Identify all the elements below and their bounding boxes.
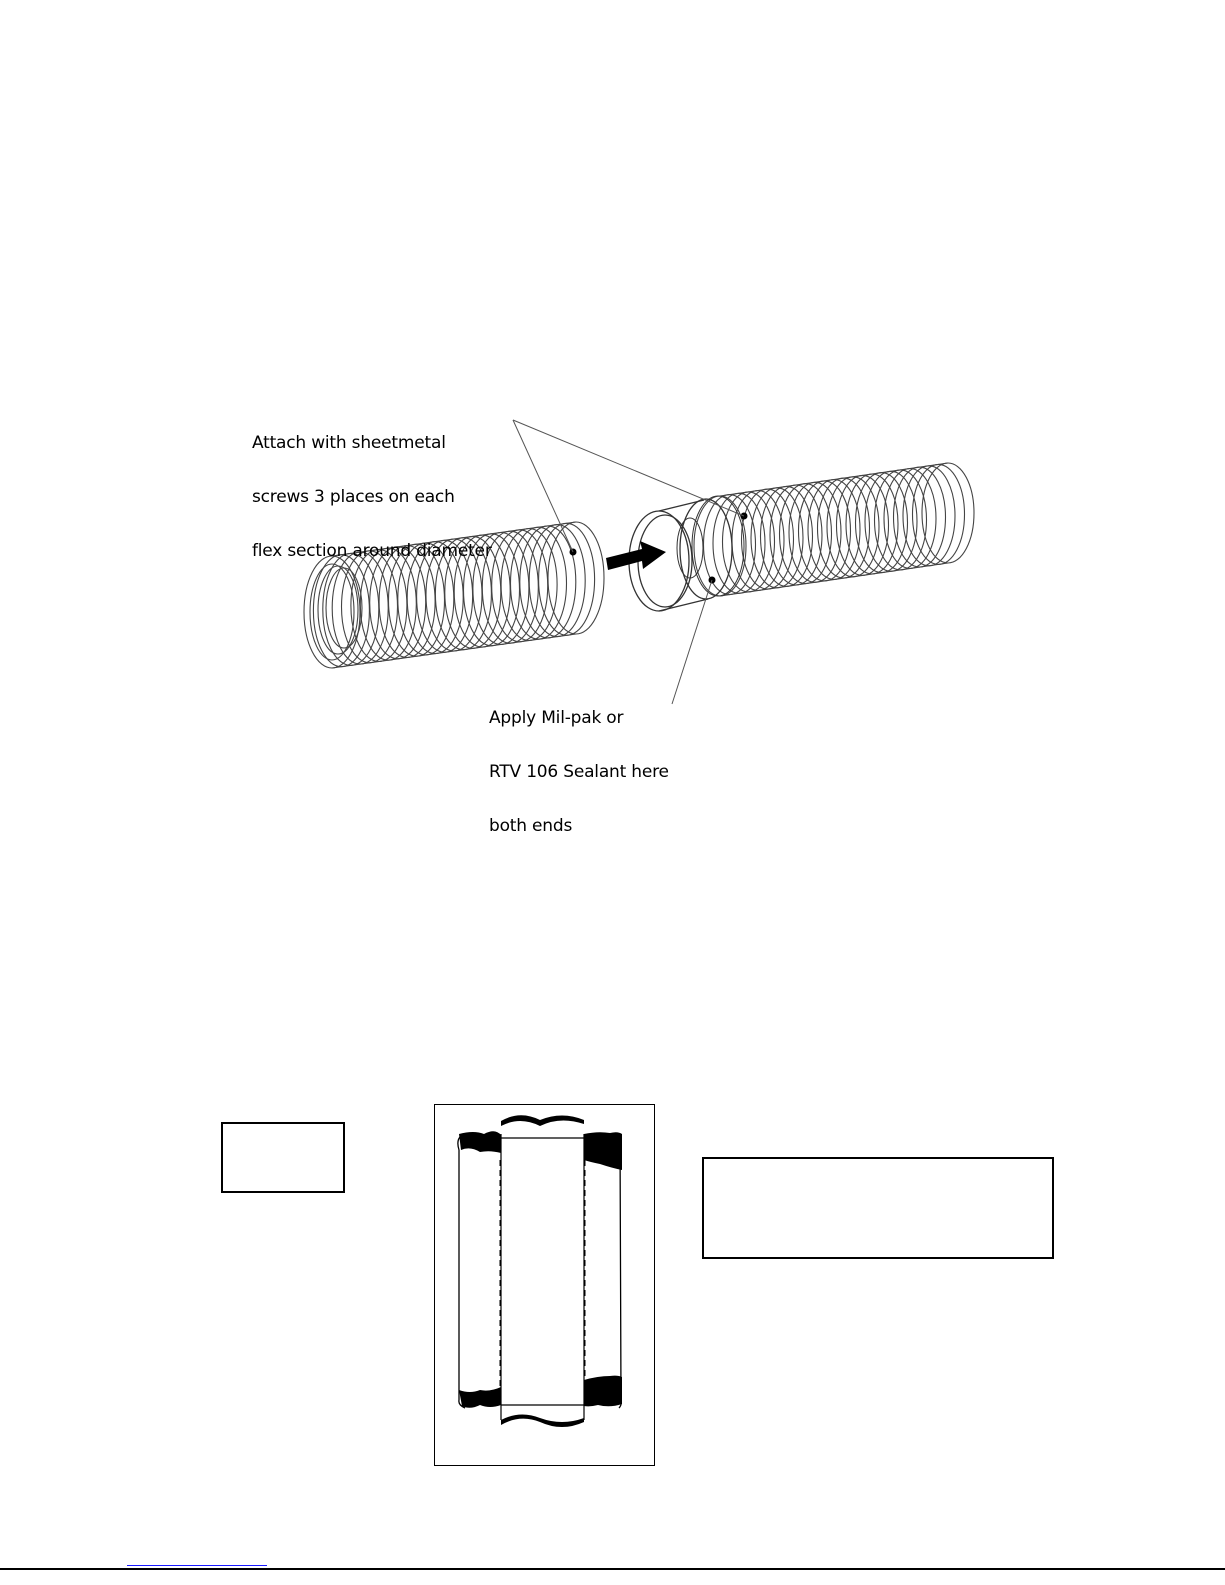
sealant-line-2: RTV 106 Sealant here <box>489 762 669 782</box>
attach-screws-line-2: screws 3 places on each <box>252 487 455 507</box>
sealant-line-1: Apply Mil-pak or <box>489 708 624 728</box>
sealant-line-3: both ends <box>489 816 573 836</box>
attach-screws-line-3: flex section around diameter <box>252 541 492 561</box>
attach-screws-line-1: Attach with sheetmetal <box>252 433 446 453</box>
footer-rule <box>0 1568 1225 1570</box>
footer-link-underline[interactable] <box>127 1565 267 1566</box>
